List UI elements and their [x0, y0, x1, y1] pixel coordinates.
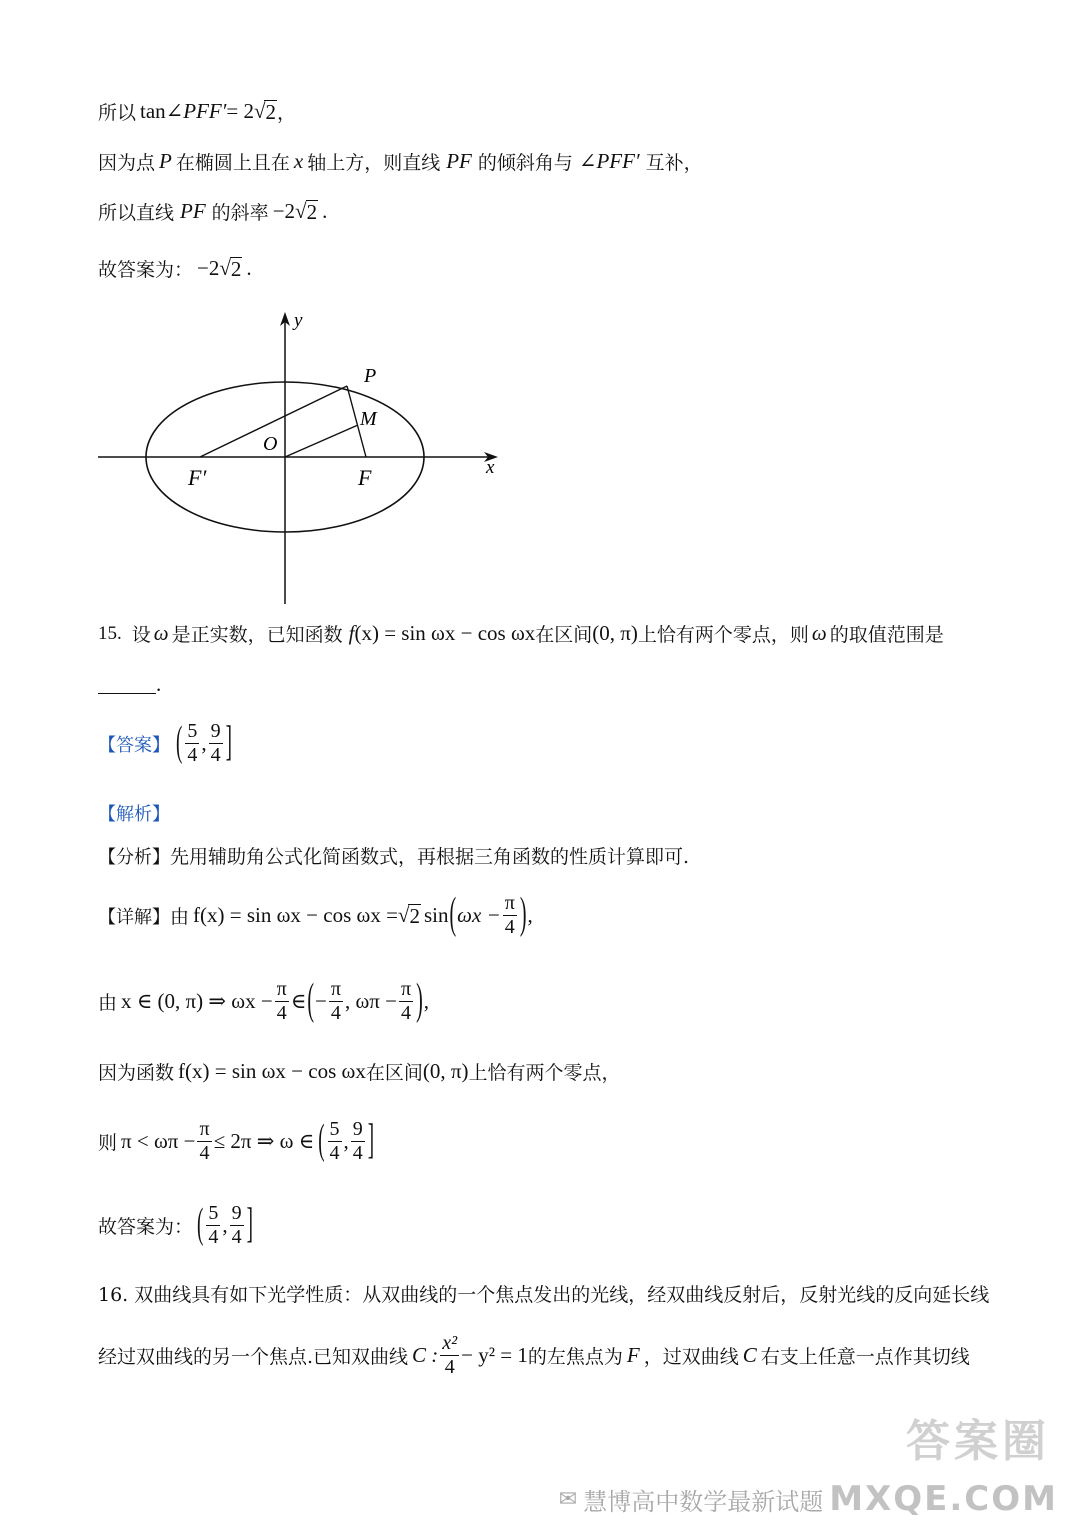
sqrt-arg: 2 [230, 256, 242, 281]
denominator: 4 [187, 744, 198, 766]
expr: x ∈ (0, π) ⇒ ωx − [121, 989, 273, 1013]
text: 因为函数 [98, 1062, 175, 1084]
text: 在区间 [365, 1062, 423, 1084]
sqrt-arg: 2 [409, 903, 420, 928]
right-bracket: ] [225, 719, 232, 766]
period: . [246, 256, 252, 280]
wechat-icon: ✉ [558, 1486, 578, 1512]
text: 的斜率 [211, 202, 269, 224]
neg-two: −2 [272, 199, 296, 223]
xiangjie-tag: 【详解】 [98, 906, 170, 928]
sqrt-arg: 2 [306, 199, 318, 224]
text: 的左焦点为 [527, 1346, 623, 1368]
fenxi-line [98, 842, 689, 869]
text: 在椭圆上且在 [175, 152, 290, 174]
fraction [503, 892, 517, 939]
p14-line2 [98, 148, 703, 175]
p14-line1: 所以 tan ∠ PFF′ = 2 √ 2 ， [98, 99, 296, 124]
numerator: π [330, 978, 341, 1000]
fraction [185, 720, 199, 767]
numerator: x² [442, 1332, 458, 1354]
watermark-logo: 答案圈 [906, 1416, 1050, 1467]
expr: − y² = 1 [461, 1343, 528, 1367]
text: 由 [98, 992, 118, 1014]
text: 经过双曲线的另一个焦点.已知双曲线 [98, 1346, 409, 1368]
text: 的取值范围是 [829, 624, 944, 646]
expr: , ωπ − [344, 989, 397, 1013]
fraction [329, 978, 343, 1025]
curve-C: C [742, 1343, 757, 1367]
label-x: x [486, 457, 495, 478]
left-paren: ( [318, 1117, 325, 1164]
comma: , [201, 731, 207, 755]
right-bracket: ] [367, 1117, 375, 1164]
ellipse-figure [90, 305, 510, 610]
func-f: f [348, 621, 355, 645]
numerator: 5 [208, 1202, 219, 1224]
angle-symbol: ∠ [165, 99, 184, 123]
step4-line [98, 1118, 375, 1165]
fraction [209, 720, 223, 767]
fraction [275, 978, 289, 1025]
angle-name: PFF′ [183, 99, 227, 123]
denominator: 4 [330, 1002, 341, 1024]
focus-F: F [626, 1343, 640, 1367]
numerator: π [504, 892, 515, 914]
in-symbol: ∈ [290, 989, 307, 1013]
label-M: M [360, 408, 377, 430]
q16-line2 [98, 1332, 970, 1379]
q16-line1 [98, 1280, 989, 1307]
numerator: π [400, 978, 412, 1000]
numerator: π [199, 1118, 210, 1140]
text: 的倾斜角与 [477, 152, 573, 174]
text: 上恰有两个零点， [468, 1062, 621, 1084]
text: 互补， [645, 152, 703, 174]
expr: ωx − [457, 903, 501, 927]
curve-C: C : [412, 1343, 439, 1367]
fraction [351, 1118, 365, 1165]
watermark [559, 1479, 1058, 1519]
denominator: 4 [208, 1226, 219, 1248]
fraction [328, 1118, 342, 1165]
text: 故答案为： [98, 1216, 194, 1238]
watermark-text: 慧博高中数学最新试题 [583, 1487, 824, 1516]
answer-blank [98, 675, 156, 694]
denominator: 4 [199, 1142, 210, 1164]
fraction [399, 978, 413, 1025]
omega: ω [153, 621, 169, 645]
comma: ， [276, 102, 296, 124]
interval: (0, π) [422, 1059, 469, 1083]
label-P: P [364, 365, 377, 387]
minus: − [315, 989, 327, 1013]
question-number: 15. [98, 622, 122, 644]
expr: f(x) = sin ωx − cos ωx [178, 1059, 366, 1083]
line-PF: PF [446, 149, 472, 173]
answer-line [98, 720, 233, 767]
comma: , [343, 1129, 349, 1153]
expr: π < ωπ − [121, 1129, 196, 1153]
xiangjie-line: 【详解】 由 f(x) = sin ωx − cos ωx = √ 2 sin ( ωx − $\frac{\pi}{4}$ ) , [98, 890, 533, 939]
q15-line2 [98, 672, 161, 697]
denominator: 4 [231, 1226, 242, 1248]
text: 轴上方，则直线 [307, 152, 441, 174]
text: ，过双曲线 [643, 1346, 739, 1368]
denominator: 4 [401, 1002, 412, 1024]
numerator: 5 [329, 1118, 340, 1140]
text: 由 [170, 906, 190, 928]
label-O: O [263, 433, 278, 455]
text: 则 [98, 1132, 118, 1154]
text: 故答案为： [98, 259, 194, 281]
label-F: F [358, 465, 372, 490]
comma: , [222, 1213, 228, 1237]
p14-line4: 故答案为： −2 √ 2 . [98, 256, 252, 281]
denominator: 4 [352, 1142, 363, 1164]
tan-text: tan [140, 99, 166, 123]
text: 设 [131, 624, 151, 646]
text: 在区间 [535, 624, 593, 646]
analysis-tag-line [98, 800, 170, 826]
text: 所以 [98, 102, 137, 124]
sin-text: sin [423, 903, 449, 927]
text: 是正实数，已知函数 [171, 624, 343, 646]
numerator: 9 [352, 1118, 363, 1140]
omega: ω [811, 621, 827, 645]
point-P: P [159, 149, 172, 173]
text: 右支上任意一点作其切线 [760, 1346, 970, 1368]
var-x: x [293, 149, 304, 173]
period: . [156, 672, 162, 696]
eq-text: = 2 [226, 99, 254, 123]
numerator: 5 [187, 720, 198, 742]
numerator: 9 [210, 720, 221, 742]
right-bracket: ] [246, 1201, 253, 1248]
text: 所以直线 [98, 202, 175, 224]
interval: (0, π) [592, 621, 638, 645]
left-paren: ( [197, 1201, 204, 1248]
angle-name: ∠PFF′ [578, 149, 640, 173]
step2-line: 由 x ∈ (0, π) ⇒ ωx − $\frac{\pi}{4}$ ∈ ( − $\frac{\pi}{4}$ , ωπ − $\frac{\pi}{4}$ ) , [98, 976, 430, 1025]
sqrt-arg: 2 [265, 99, 276, 124]
p14-line3: 所以直线 PF 的斜率 −2 √ 2 . [98, 199, 328, 224]
fraction [197, 1118, 211, 1165]
q15-line1 [98, 620, 944, 647]
fraction [230, 1202, 244, 1249]
numerator: 9 [231, 1202, 242, 1224]
fraction [206, 1202, 220, 1249]
text: 因为点 [98, 152, 156, 174]
comma: , [423, 989, 430, 1013]
text: 上恰有两个零点，则 [637, 624, 809, 646]
step3-line [98, 1058, 620, 1085]
answer-tag: 【答案】 [98, 734, 170, 756]
denominator: 4 [329, 1142, 340, 1164]
analysis-tag: 【解析】 [98, 804, 170, 825]
expr: f(x) = sin ωx − cos ωx = [193, 903, 398, 927]
comma: , [527, 903, 533, 927]
left-paren: ( [176, 719, 183, 766]
fraction [440, 1332, 459, 1379]
label-y: y [294, 310, 303, 331]
func-def: (x) = sin ωx − cos ωx [354, 621, 536, 645]
watermark-site: MXQE.COM [829, 1479, 1058, 1519]
denominator: 4 [210, 744, 221, 766]
denominator: 4 [444, 1356, 455, 1378]
step5-line [98, 1202, 254, 1249]
fenxi-tag: 【分析】 [98, 846, 170, 868]
line-PF: PF [180, 199, 206, 223]
denominator: 4 [504, 916, 515, 938]
denominator: 4 [276, 1002, 287, 1024]
text: 16. 双曲线具有如下光学性质：从双曲线的一个焦点发出的光线，经双曲线反射后，反射光线的反向延长线 [98, 1284, 990, 1306]
label-Fprime: F′ [188, 465, 207, 490]
fenxi-text: 先用辅助角公式化简函数式，再根据三角函数的性质计算即可. [170, 846, 690, 868]
neg-two: −2 [197, 256, 220, 280]
segment-OM [285, 425, 358, 457]
expr: ≤ 2π ⇒ ω ∈ [213, 1129, 315, 1153]
numerator: π [276, 978, 287, 1000]
period: . [322, 199, 328, 223]
